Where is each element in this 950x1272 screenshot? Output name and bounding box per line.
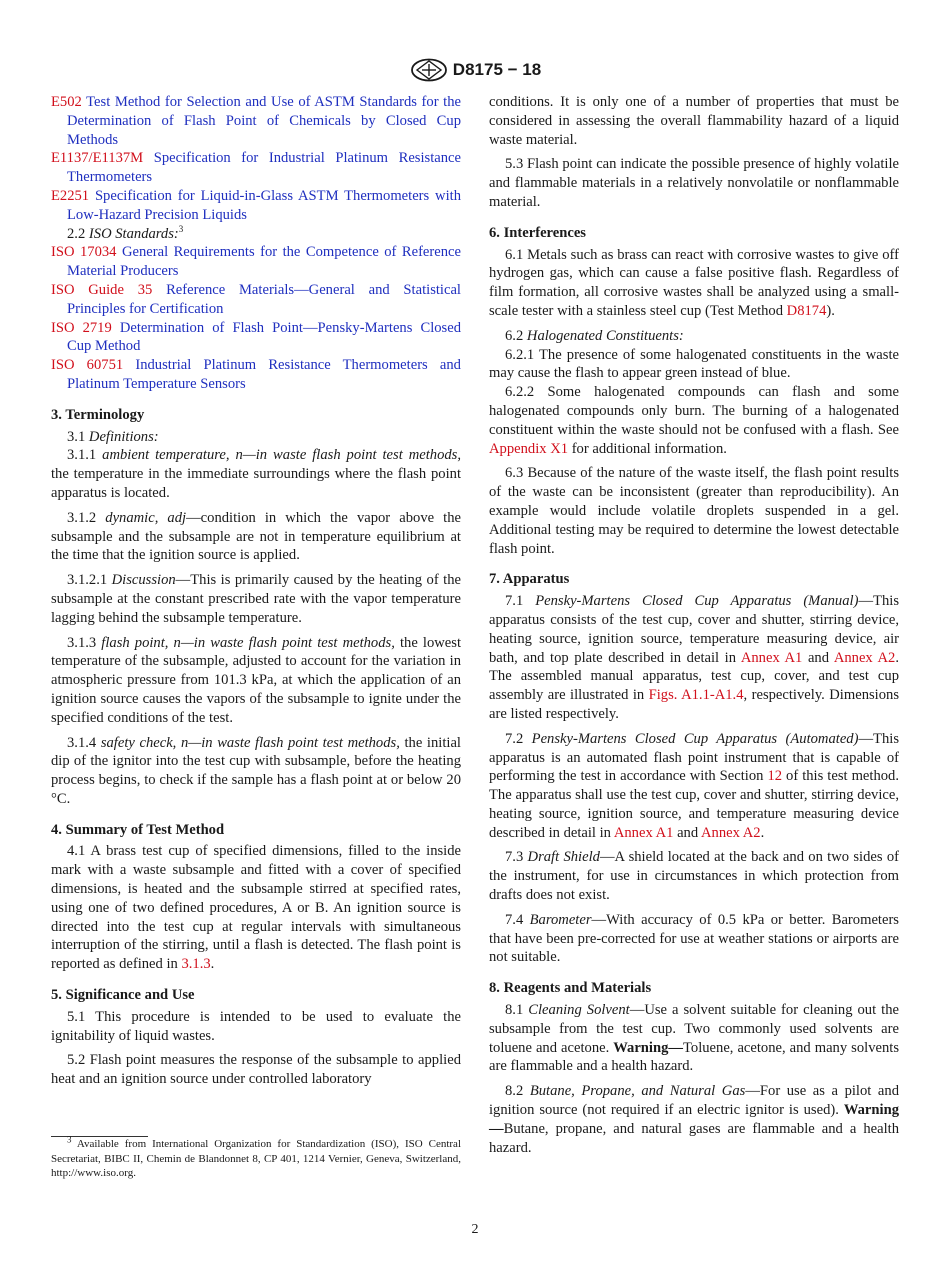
- paragraph-3-1-2: 3.1.2 dynamic, adj—condition in which the vapor above the subsample and the subsample are not in temperature equilibrium at the time that the ignition source is applied.: [51, 509, 461, 564]
- cross-reference-link[interactable]: 3.1.3: [181, 956, 211, 973]
- paragraph-3-1: 3.1 Definitions:: [67, 428, 159, 445]
- reference-iso-guide-35: [51, 281, 461, 319]
- page-number: 2: [471, 1222, 479, 1237]
- paragraph-5-3: 5.3 Flash point can indicate the possible presence of highly volatile and flammable materials in a relatively nonvolatile or nonflammable material.: [489, 156, 899, 210]
- paragraph-3-1-4: 3.1.4 safety check, n—in waste flash point test methods, the initial dip of the ignitor into the test cup with subsample, before the heating process begins, to check if the sample has a flash point at or below 20 °C.: [51, 734, 461, 807]
- paragraph-6-2: 6.2 Halogenated Constituents:: [505, 327, 684, 344]
- paragraph-5-1: 5.1 This procedure is intended to be used to evaluate the ignitability of liquid wastes.: [51, 1008, 461, 1044]
- paragraph-7-3: 7.3 Draft Shield—A shield located at the back and on two sides of the instrument, for use in circumstances in which protection from drafts does not exist.: [489, 849, 899, 904]
- reference-code[interactable]: ISO 60751: [51, 357, 124, 374]
- reference-code[interactable]: E502: [51, 94, 82, 110]
- footnote-number: 3: [67, 1134, 72, 1145]
- paragraph-6-1: 6.1 Metals such as brass can react with corrosive wastes to give off hydrogen gas, which can cause a false positive flash. Regardless of film formation, all corrosive wastes shall be analyzed using a small-scale tester with a stainless steel cup (Test Method D8174).: [489, 246, 899, 319]
- cross-reference-link[interactable]: Figs. A1.1-A1.4: [648, 687, 744, 704]
- paragraph-6-2-1: 6.2.1 The presence of some halogenated constituents in the waste may cause the flash to appear green instead of blue.: [489, 346, 899, 382]
- paragraph-3-1-3: 3.1.3 flash point, n—in waste flash point test methods, the lowest temperature of the subsample, adjusted to account for the variation in atmospheric pressure from 101.3 kPa, at which the application of an ignition source causes the vapors of the subsample to ignite under the specified conditions of the test.: [51, 634, 461, 726]
- paragraph-7-1: 7.1 Pensky-Martens Closed Cup Apparatus (Manual)—This apparatus consists of the test cup, cover and shutter, stirring device, heating source, ignition source, temperature measuring device, air bath, and top plate described in detail in Annex A1 and Annex A2. The assembled manual apparatus, test cup, cover, and test cup assembly are illustrated in Figs. A1.1-A1.4, respectively. Dimensions are listed respectively.: [489, 593, 899, 722]
- reference-e1137: [51, 149, 461, 187]
- reference-iso-2719: [51, 319, 461, 357]
- footnote-ref[interactable]: 3: [178, 223, 184, 234]
- page-header: [0, 58, 950, 82]
- paragraph-7-4: 7.4 Barometer—With accuracy of 0.5 kPa or better. Barometers that have been pre-corrected for use at weather stations or airports are not suitable.: [489, 911, 899, 966]
- reference-title[interactable]: Specification for Industrial Platinum Resistance Thermometers: [67, 150, 461, 186]
- paragraph-5-2-continued: conditions. It is only one of a number of properties that must be considered in assessing the overall flammability hazard of a liquid waste material.: [489, 94, 899, 148]
- section-heading-summary: 4. Summary of Test Method: [51, 821, 225, 838]
- section-heading-apparatus: 7. Apparatus: [489, 571, 570, 588]
- paragraph-7-2: 7.2 Pensky-Martens Closed Cup Apparatus (Automated)—This apparatus is an automated flash point instrument that is capable of performing the test in accordance with Section 12 of this test method. The apparatus shall use the test cup, cover and shutter, stirring device, heating source, ignition source, and temperature measuring device described in detail in Annex A1 and Annex A2.: [489, 730, 899, 841]
- reference-title[interactable]: Reference Materials—General and Statistical Principles for Certification: [67, 281, 461, 317]
- paragraph-5-2: 5.2 Flash point measures the response of the subsample to applied heat and an ignition source under controlled laboratory: [51, 1052, 461, 1088]
- reference-title[interactable]: Test Method for Selection and Use of ASTM Standards for the Determination of Flash Point of Chemicals by Closed Cup Methods: [67, 94, 461, 148]
- paragraph-6-3: 6.3 Because of the nature of the waste itself, the flash point results of the waste can be inconsistent (greater than reproducibility). An example would include volatile droplets suspended in a gel. Additional testing may be required to determine the lowest detectable flash point.: [489, 465, 899, 557]
- paragraph-6-2-2: 6.2.2 Some halogenated compounds can flash and some halogenated compounds only burn. The burning of a halogenated constituent within the waste should not be confused with a flash. See Appendix X1 for additional information.: [489, 384, 899, 457]
- section-heading-reagents: 8. Reagents and Materials: [489, 980, 652, 997]
- paragraph-4-1: 4.1 A brass test cup of specified dimensions, filled to the inside mark with a waste subsample and fitted with a cover of specified dimensions, is heated and the subsample stirred at specified rates, using one of two defined procedures, A or B. An ignition source is directed into the test cup at regular intervals with simultaneous interruption of the stirring, until a flash is detected. The flash point is reported as defined in 3.1.3.: [51, 843, 461, 973]
- reference-e2251: [51, 187, 461, 225]
- cross-reference-link[interactable]: 12: [767, 768, 783, 785]
- astm-logo-icon: [409, 58, 449, 82]
- cross-reference-link[interactable]: Annex A1: [740, 649, 803, 666]
- footnote: [51, 1134, 461, 1187]
- footnote-text: Available from International Organization for Standardization (ISO), ISO Central Secretariat, BIBC II, Chemin de Blandonnet 8, CP 401, 1214 Vernier, Geneva, Switzerland, http://www.iso.org.: [51, 1138, 461, 1179]
- paragraph-3-1-2-1: 3.1.2.1 Discussion—This is primarily caused by the heating of the subsample at the constant prescribed rate with the vapor temperature lagging behind the subsample temperature.: [51, 572, 461, 626]
- cross-reference-link[interactable]: Appendix X1: [489, 440, 569, 457]
- reference-code[interactable]: ISO 2719: [51, 319, 112, 336]
- section-heading-terminology: 3. Terminology: [51, 406, 145, 423]
- reference-code[interactable]: ISO 17034: [51, 244, 117, 261]
- document-designation: D8175 − 18: [452, 60, 542, 79]
- cross-reference-link[interactable]: Annex A1: [613, 824, 674, 841]
- cross-reference-link[interactable]: Annex A2: [700, 824, 761, 841]
- right-column: [489, 93, 899, 1163]
- left-column: [51, 93, 461, 1095]
- paragraph-3-1-1: 3.1.1 ambient temperature, n—in waste flash point test methods, the temperature in the immediate surroundings where the flash point apparatus is located.: [51, 447, 462, 501]
- reference-code[interactable]: ISO Guide 35: [51, 281, 153, 298]
- cross-reference-link[interactable]: Annex A2: [833, 649, 896, 666]
- reference-title[interactable]: Determination of Flash Point—Pensky-Martens Closed Cup Method: [67, 319, 462, 355]
- reference-e502: [51, 93, 461, 149]
- reference-title[interactable]: Specification for Liquid-in-Glass ASTM Thermometers with Low-Hazard Precision Liquids: [67, 187, 461, 223]
- reference-title[interactable]: Industrial Platinum Resistance Thermometers and Platinum Temperature Sensors: [67, 357, 461, 392]
- paragraph-8-1: 8.1 Cleaning Solvent—Use a solvent suitable for cleaning out the subsample from the test cup. Two commonly used solvents are toluene and acetone. Warning—Toluene, acetone, and many solvents are flammable and a health hazard.: [489, 1002, 899, 1075]
- reference-code[interactable]: E2251: [51, 187, 90, 204]
- section-heading-interferences: 6. Interferences: [489, 224, 586, 241]
- reference-iso-17034: [51, 243, 461, 281]
- iso-standards-heading: 2.2 ISO Standards:$^3$: [67, 223, 184, 242]
- reference-code[interactable]: E1137/E1137M: [51, 150, 144, 167]
- cross-reference-link[interactable]: D8174: [786, 302, 827, 319]
- warning-label: Warning—: [613, 1039, 683, 1056]
- warning-label: Warning—: [489, 1102, 899, 1137]
- section-heading-significance: 5. Significance and Use: [51, 987, 195, 1004]
- paragraph-8-2: 8.2 Butane, Propane, and Natural Gas—For use as a pilot and ignition source (not required if an electric ignitor is used). Warning—Butane, propane, and natural gases are flammable and a health hazard.: [489, 1083, 899, 1156]
- reference-iso-60751: [51, 356, 461, 394]
- reference-title[interactable]: General Requirements for the Competence of Reference Material Producers: [67, 244, 461, 280]
